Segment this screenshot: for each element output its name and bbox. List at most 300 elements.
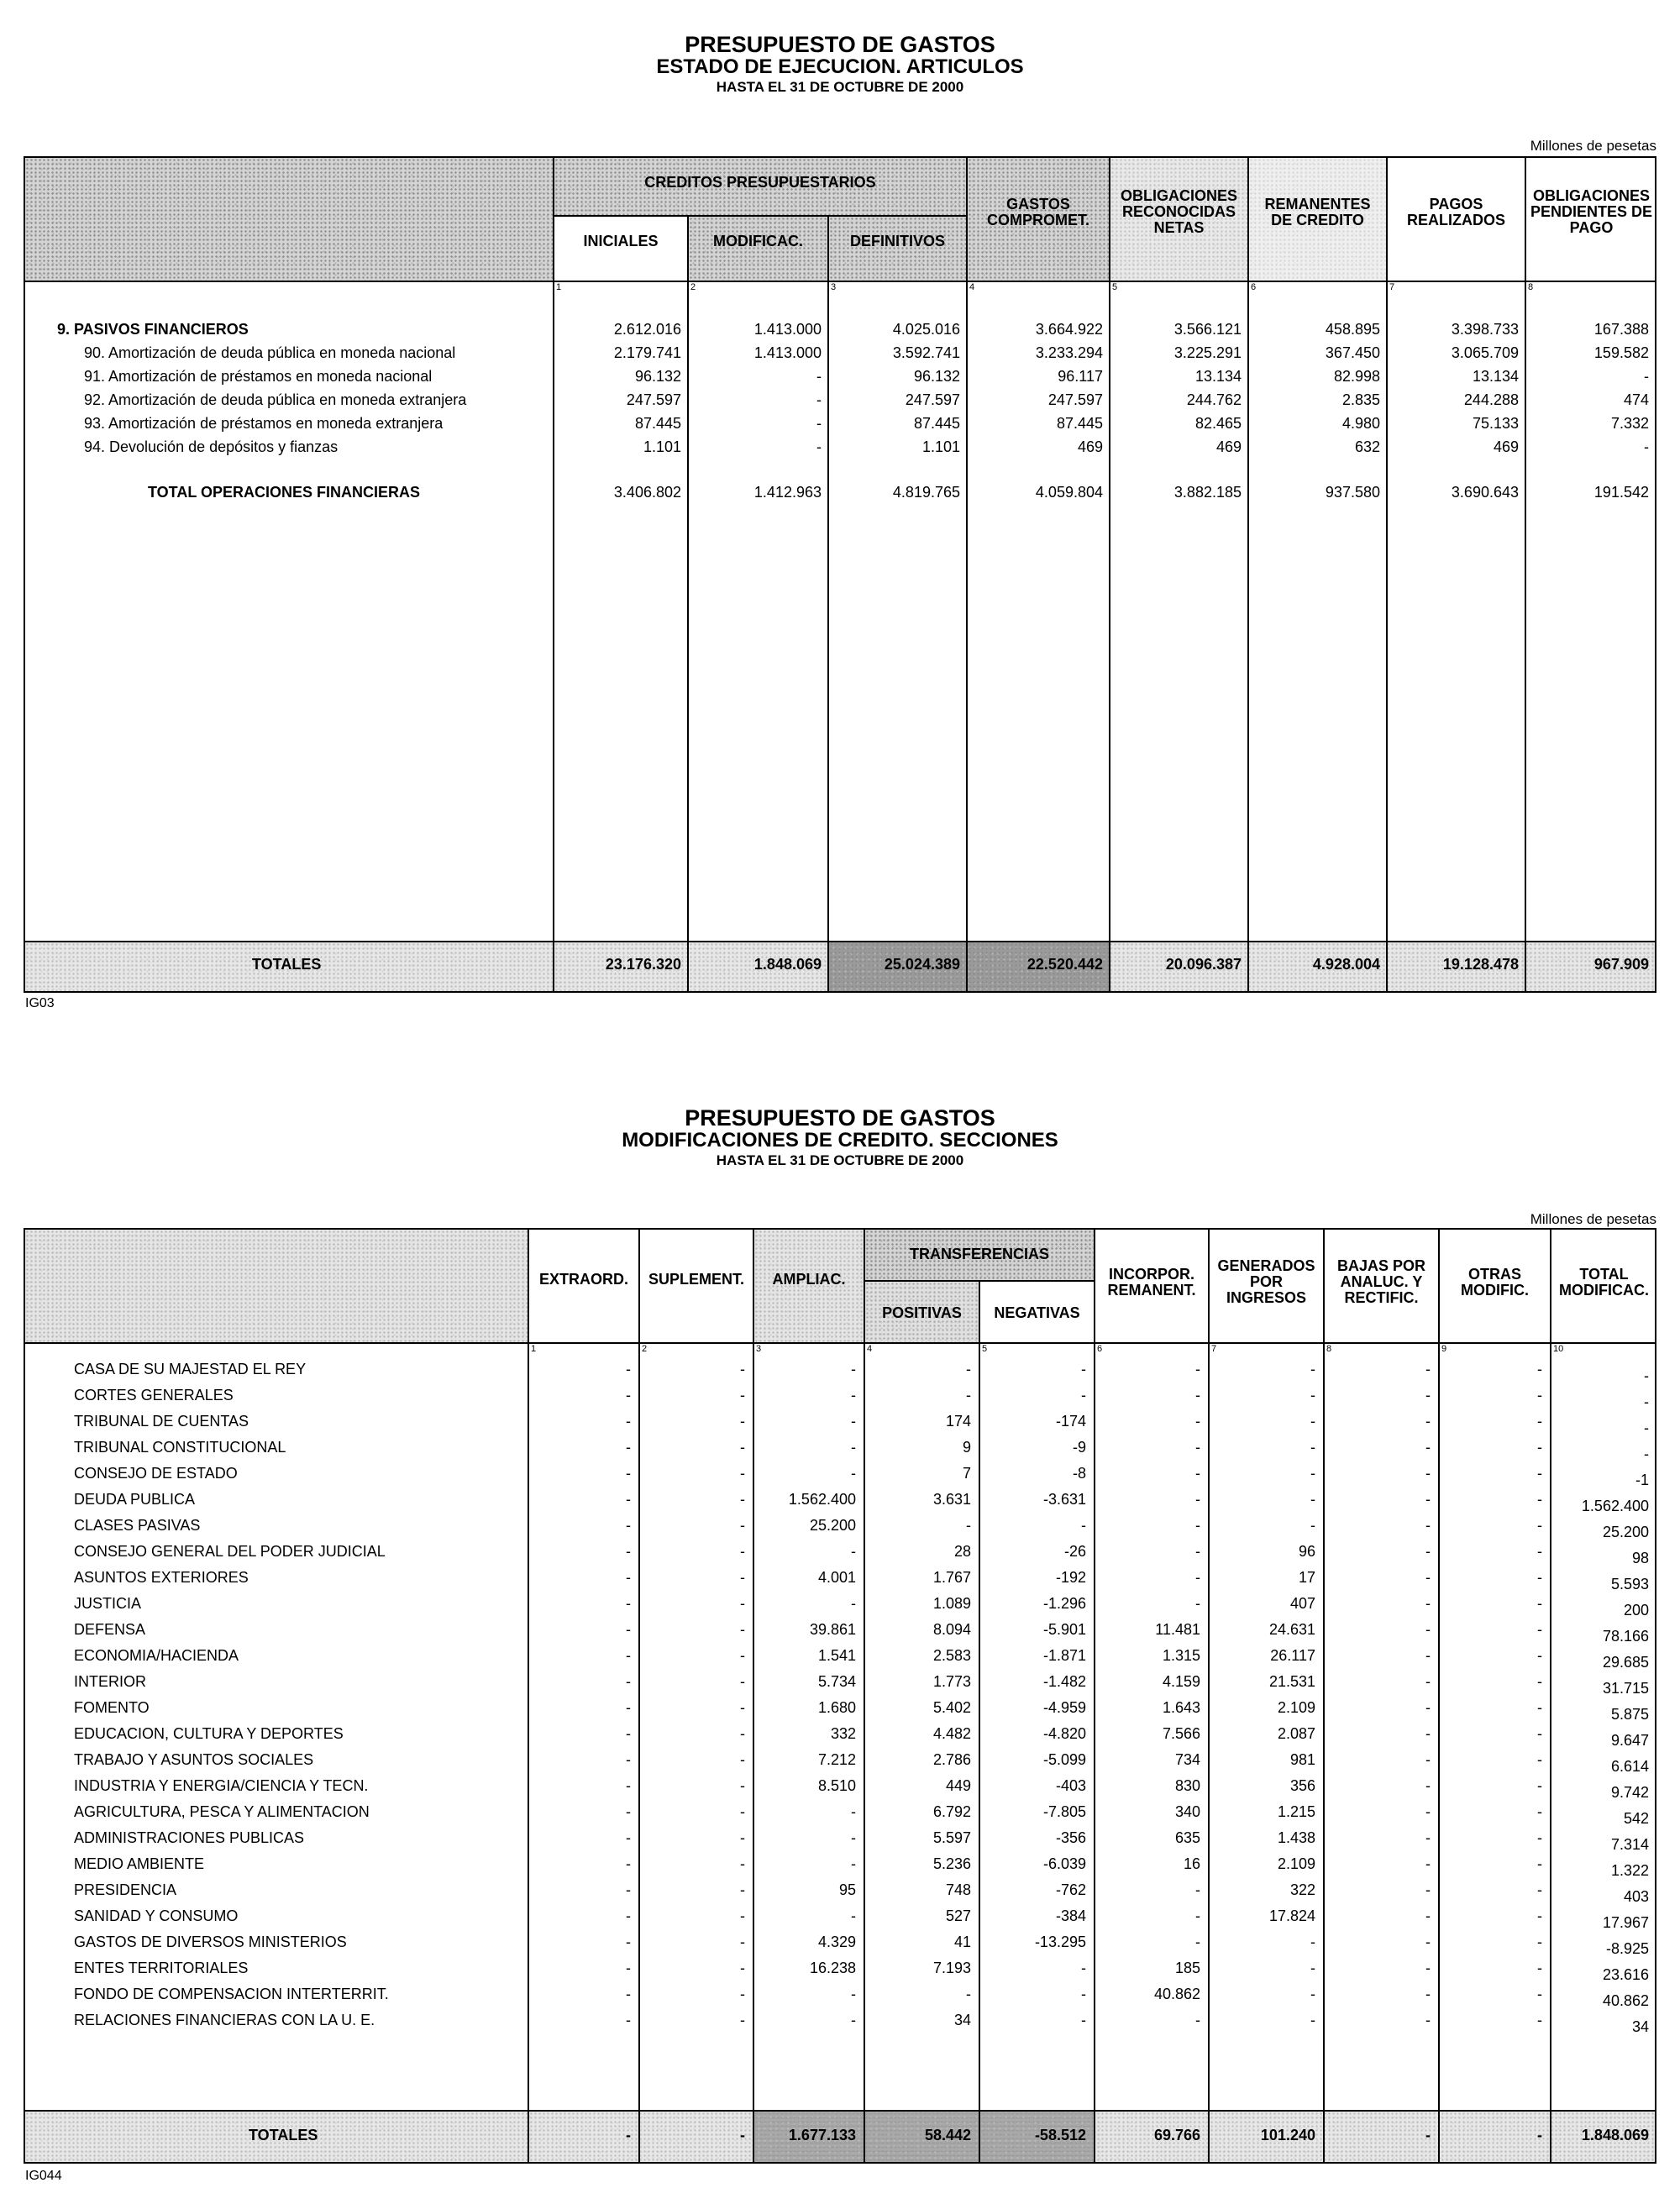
total-operaciones-cell: 3.690.643 <box>1451 484 1519 501</box>
table-cell: - <box>1425 1777 1431 1794</box>
total-operaciones-cell: 3.882.185 <box>1173 484 1242 501</box>
table-cell: 1.562.400 <box>1581 1498 1649 1514</box>
table-cell: - <box>851 1855 856 1872</box>
table-cell: 82.998 <box>1333 368 1380 385</box>
table-row-label: CONSEJO GENERAL DEL PODER JUDICIAL <box>74 1543 386 1560</box>
table-cell: 11.481 <box>1155 1621 1200 1638</box>
t2-h-suplement: SUPLEMENT. <box>648 1271 744 1288</box>
table-cell: -356 <box>1055 1829 1086 1846</box>
table-cell: - <box>1644 1367 1649 1384</box>
table-cell: -762 <box>1055 1881 1086 1898</box>
table-cell: 96 <box>1298 1543 1315 1560</box>
table-row-label: EDUCACION, CULTURA Y DEPORTES <box>74 1725 344 1742</box>
table-cell: - <box>1310 1491 1315 1508</box>
table-cell: - <box>740 1986 745 2002</box>
table-cell: 34 <box>953 2012 971 2028</box>
table-cell: - <box>1425 1673 1431 1690</box>
table-cell: 2.087 <box>1277 1725 1315 1742</box>
t2-h-generados: GENERADOS POR INGRESOS <box>1217 1257 1315 1306</box>
table-cell: - <box>740 1907 745 1924</box>
total-operaciones-cell: 937.580 <box>1325 484 1380 501</box>
table-cell: - <box>851 1543 856 1560</box>
table-cell: - <box>740 1673 745 1690</box>
table-cell: 1.215 <box>1277 1803 1315 1820</box>
table-row-label: 93. Amortización de préstamos en moneda extranjera <box>84 415 444 432</box>
table-cell: -3.631 <box>1042 1491 1086 1508</box>
table-cell: 4.329 <box>817 1934 856 1950</box>
table-cell: 1.773 <box>932 1673 971 1690</box>
table-cell: -13.295 <box>1034 1934 1086 1950</box>
t1-h-definitivos: DEFINITIVOS <box>849 233 945 249</box>
table-row-label: DEFENSA <box>74 1621 146 1638</box>
t1-h-remanentes: REMANENTES DE CREDITO <box>1264 196 1371 228</box>
table-cell: - <box>626 1829 631 1846</box>
t2-h-extraord: EXTRAORD. <box>538 1271 628 1288</box>
table-cell: 41 <box>953 1934 971 1950</box>
t1-colnum: 1 <box>556 282 562 292</box>
table-cell: - <box>626 1725 631 1742</box>
table-cell: 474 <box>1623 391 1649 408</box>
table-cell: 98 <box>1631 1550 1649 1566</box>
table-cell: - <box>740 2012 745 2028</box>
table-cell: 96.132 <box>634 368 681 385</box>
table-cell: - <box>1195 1907 1200 1924</box>
table-cell: - <box>1537 1986 1542 2002</box>
t2-colnum: 4 <box>867 1344 873 1354</box>
table-row-label: RELACIONES FINANCIERAS CON LA U. E. <box>74 2012 375 2028</box>
table-cell: 8.094 <box>932 1621 971 1638</box>
table-cell: - <box>740 1621 745 1638</box>
table-cell: 322 <box>1289 1881 1315 1898</box>
table-cell: 244.762 <box>1186 391 1242 408</box>
table-cell: 981 <box>1289 1751 1315 1768</box>
table-cell: - <box>1537 1960 1542 1976</box>
table-cell: - <box>740 1543 745 1560</box>
table-cell: - <box>1537 1387 1542 1404</box>
table-cell: 34 <box>1631 2018 1649 2035</box>
table-cell: - <box>1425 1387 1431 1404</box>
table-cell: 734 <box>1174 1751 1200 1768</box>
t1-h-creditos: CREDITOS PRESUPUESTARIOS <box>644 174 876 191</box>
table-cell: 469 <box>1215 438 1242 455</box>
table-cell: 23.616 <box>1602 1966 1649 1983</box>
table-cell: 3.566.121 <box>1173 321 1242 338</box>
table-cell: - <box>1195 1387 1200 1404</box>
totals-cell: 967.909 <box>1593 956 1649 973</box>
table-cell: 3.065.709 <box>1451 344 1519 361</box>
table-cell: -8 <box>1072 1465 1086 1482</box>
table-cell: 4.482 <box>932 1725 971 1742</box>
totals-cell: 1.848.069 <box>753 956 822 973</box>
total-operaciones-cell: 4.819.765 <box>892 484 960 501</box>
table-cell: 748 <box>945 1881 971 1898</box>
table-cell: 28 <box>953 1543 971 1560</box>
table-cell: - <box>1537 1465 1542 1482</box>
table-cell: - <box>966 1361 971 1377</box>
table-cell: - <box>966 1986 971 2002</box>
table-cell: 17.967 <box>1602 1914 1649 1931</box>
t2-colnum: 2 <box>642 1344 648 1354</box>
table-cell: - <box>626 1699 631 1716</box>
table-cell: - <box>1195 1413 1200 1430</box>
table-cell: - <box>1195 1881 1200 1898</box>
table-cell: - <box>740 1647 745 1664</box>
table-cell: - <box>626 1803 631 1820</box>
table-cell: 2.583 <box>932 1647 971 1664</box>
total-operaciones-cell: 191.542 <box>1593 484 1649 501</box>
table-cell: - <box>851 1361 856 1377</box>
table-cell: - <box>740 1725 745 1742</box>
table-cell: 2.786 <box>932 1751 971 1768</box>
total-operaciones-cell: 3.406.802 <box>613 484 681 501</box>
table-cell: - <box>1081 1361 1086 1377</box>
table-cell: - <box>1425 1960 1431 1976</box>
table-cell: 8.510 <box>817 1777 856 1794</box>
table-cell: 16 <box>1183 1855 1200 1872</box>
t1-h-pagos: PAGOS REALIZADOS <box>1407 196 1505 228</box>
t1-subtitle: ESTADO DE EJECUCION. ARTICULOS <box>656 55 1024 78</box>
table-cell: 1.101 <box>643 438 681 455</box>
table-cell: 5.597 <box>932 1829 971 1846</box>
totals-cell: 58.442 <box>924 2127 971 2143</box>
table-row-label: AGRICULTURA, PESCA Y ALIMENTACION <box>74 1803 370 1820</box>
table-row-label: 90. Amortización de deuda pública en moneda nacional <box>84 344 456 361</box>
table-cell: - <box>851 1986 856 2002</box>
table-row-label: 92. Amortización de deuda pública en moneda extranjera <box>84 391 467 408</box>
table-cell: - <box>1425 1543 1431 1560</box>
t2-units: Millones de pesetas <box>1530 1211 1656 1227</box>
table-cell: 21.531 <box>1268 1673 1315 1690</box>
table-cell: - <box>1195 1517 1200 1534</box>
table-cell: - <box>816 415 822 432</box>
table-row-label: FOMENTO <box>74 1699 150 1716</box>
table-cell: 96.132 <box>913 368 960 385</box>
table-cell: 26.117 <box>1270 1647 1315 1664</box>
table-cell: - <box>1310 1361 1315 1377</box>
table-cell: 632 <box>1354 438 1380 455</box>
totals-cell: 69.766 <box>1153 2127 1200 2143</box>
table-cell: 5.734 <box>817 1673 856 1690</box>
table-cell: 542 <box>1623 1810 1649 1827</box>
table-cell: - <box>740 1960 745 1976</box>
totals-cell: -58.512 <box>1034 2127 1086 2143</box>
totals-label: TOTALES <box>252 956 322 973</box>
table-cell: 17.824 <box>1268 1907 1315 1924</box>
table-cell: 247.597 <box>1047 391 1103 408</box>
table-cell: - <box>1310 1986 1315 2002</box>
table-cell: - <box>1425 1439 1431 1456</box>
table-cell: 159.582 <box>1593 344 1649 361</box>
table-row-label: INTERIOR <box>74 1673 147 1690</box>
table-cell: 469 <box>1077 438 1103 455</box>
table-cell: 13.134 <box>1472 368 1519 385</box>
table-cell: 1.767 <box>932 1569 971 1586</box>
table-row-label: FONDO DE COMPENSACION INTERTERRIT. <box>74 1986 389 2002</box>
t2-h-transferencias: TRANSFERENCIAS <box>909 1246 1049 1262</box>
table-cell: - <box>1425 2012 1431 2028</box>
t2-title: PRESUPUESTO DE GASTOS <box>685 1105 995 1131</box>
table-cell: 7.332 <box>1610 415 1649 432</box>
table-cell: -1 <box>1635 1472 1649 1488</box>
table-row-label: MEDIO AMBIENTE <box>74 1855 205 1872</box>
table-cell: 3.631 <box>932 1491 971 1508</box>
table-cell: - <box>740 1387 745 1404</box>
table-cell: - <box>1425 1725 1431 1742</box>
table-cell: - <box>1537 1621 1542 1638</box>
table-cell: - <box>1425 1465 1431 1482</box>
totals-cell: - <box>740 2127 745 2143</box>
t2-subtitle: MODIFICACIONES DE CREDITO. SECCIONES <box>622 1129 1058 1152</box>
table-row-label: TRABAJO Y ASUNTOS SOCIALES <box>74 1751 314 1768</box>
t2-colnum: 8 <box>1326 1344 1332 1354</box>
table-row-label: PRESIDENCIA <box>74 1881 177 1898</box>
table-cell: 3.233.294 <box>1035 344 1103 361</box>
table-cell: -4.820 <box>1042 1725 1086 1742</box>
table-cell: - <box>1644 438 1649 455</box>
total-operaciones-label: TOTAL OPERACIONES FINANCIERAS <box>148 484 421 501</box>
t1-creditos-rule <box>553 215 968 217</box>
table-cell: - <box>1644 1393 1649 1410</box>
table-cell: 17 <box>1298 1569 1315 1586</box>
table-cell: 200 <box>1623 1602 1649 1619</box>
table-cell: - <box>1425 1647 1431 1664</box>
t2-h-negativas: NEGATIVAS <box>994 1304 1080 1321</box>
table-cell: - <box>1425 1934 1431 1950</box>
table-cell: - <box>626 1543 631 1560</box>
table-cell: - <box>1425 1569 1431 1586</box>
table-cell: - <box>1310 1413 1315 1430</box>
table-cell: 39.861 <box>809 1621 856 1638</box>
table-cell: - <box>851 1829 856 1846</box>
table-cell: - <box>1310 1960 1315 1976</box>
t2-colnum: 9 <box>1441 1344 1447 1354</box>
table-cell: - <box>1537 1699 1542 1716</box>
table-cell: - <box>1425 1361 1431 1377</box>
table-cell: 5.402 <box>932 1699 971 1716</box>
table-cell: 87.445 <box>1056 415 1103 432</box>
t2-h-total: TOTAL MODIFICAC. <box>1559 1266 1649 1299</box>
t2-colnum: 1 <box>531 1344 537 1354</box>
table-cell: 3.225.291 <box>1173 344 1242 361</box>
table-cell: - <box>626 1517 631 1534</box>
table-row-label: SANIDAD Y CONSUMO <box>74 1907 239 1924</box>
table-cell: - <box>851 1907 856 1924</box>
table-cell: 356 <box>1289 1777 1315 1794</box>
t1-totals-top <box>24 941 1656 942</box>
table-cell: 5.875 <box>1610 1706 1649 1723</box>
table-cell: - <box>966 1517 971 1534</box>
table-cell: 1.315 <box>1162 1647 1200 1664</box>
table-cell: - <box>1310 1934 1315 1950</box>
table-cell: 185 <box>1174 1960 1200 1976</box>
table-cell: -5.099 <box>1042 1751 1086 1768</box>
table-cell: 527 <box>945 1907 971 1924</box>
table-cell: - <box>1310 1439 1315 1456</box>
table-row-label: ENTES TERRITORIALES <box>74 1960 249 1976</box>
table-cell: 1.562.400 <box>788 1491 856 1508</box>
t2-colnum: 6 <box>1097 1344 1103 1354</box>
table-cell: - <box>1644 368 1649 385</box>
totals-cell: 19.128.478 <box>1442 956 1519 973</box>
table-cell: - <box>740 1881 745 1898</box>
table-cell: - <box>851 1803 856 1820</box>
table-cell: - <box>1195 1543 1200 1560</box>
table-cell: 367.450 <box>1325 344 1380 361</box>
table-cell: - <box>740 1439 745 1456</box>
table-cell: - <box>1310 1517 1315 1534</box>
table-cell: - <box>1081 1986 1086 2002</box>
table-row-label: CLASES PASIVAS <box>74 1517 201 1534</box>
table-cell: - <box>740 1777 745 1794</box>
table-cell: 13.134 <box>1194 368 1242 385</box>
table-cell: - <box>626 1595 631 1612</box>
table-cell: -1.296 <box>1042 1595 1086 1612</box>
table-cell: - <box>816 391 822 408</box>
table-cell: - <box>740 1595 745 1612</box>
table-cell: 1.413.000 <box>753 321 822 338</box>
table-cell: - <box>740 1491 745 1508</box>
table-cell: 2.179.741 <box>613 344 681 361</box>
t1-colnum: 5 <box>1112 282 1118 292</box>
t1-header-bottom <box>24 281 1656 282</box>
table-cell: - <box>1195 2012 1200 2028</box>
table-cell: - <box>626 1986 631 2002</box>
table-cell: - <box>1195 1439 1200 1456</box>
table-cell: -174 <box>1055 1413 1086 1430</box>
table-cell: - <box>626 1777 631 1794</box>
table-cell: - <box>1537 1751 1542 1768</box>
table-cell: - <box>1425 1699 1431 1716</box>
table-row-label: JUSTICIA <box>74 1595 142 1612</box>
table-cell: - <box>1537 1361 1542 1377</box>
table-cell: 4.025.016 <box>892 321 960 338</box>
table-row-label: 91. Amortización de préstamos en moneda nacional <box>84 368 433 385</box>
table-cell: - <box>740 1803 745 1820</box>
table-row-label: DEUDA PUBLICA <box>74 1491 196 1508</box>
table-cell: 1.680 <box>817 1699 856 1716</box>
totals-cell: 4.928.004 <box>1312 956 1380 973</box>
t1-h-obligaciones: OBLIGACIONES RECONOCIDAS NETAS <box>1120 187 1237 236</box>
table-cell: - <box>1537 1517 1542 1534</box>
table-cell: - <box>740 1829 745 1846</box>
table-row-label: TRIBUNAL DE CUENTAS <box>74 1413 249 1430</box>
table-cell: 25.200 <box>809 1517 856 1534</box>
table-cell: - <box>1195 1595 1200 1612</box>
totals-label: TOTALES <box>249 2127 318 2143</box>
table-cell: -6.039 <box>1042 1855 1086 1872</box>
table-cell: 247.597 <box>905 391 960 408</box>
table-cell: 4.159 <box>1162 1673 1200 1690</box>
table-cell: 244.288 <box>1463 391 1519 408</box>
table-cell: - <box>1195 1465 1200 1482</box>
totals-cell: 25.024.389 <box>884 956 960 973</box>
table-cell: - <box>1425 1413 1431 1430</box>
t2-header-bottom <box>24 1342 1656 1344</box>
table-cell: - <box>1537 1855 1542 1872</box>
table-cell: - <box>626 1569 631 1586</box>
t1-colnum: 6 <box>1251 282 1257 292</box>
table-cell: - <box>740 1517 745 1534</box>
table-row-label: 9. PASIVOS FINANCIEROS <box>57 321 249 338</box>
table-cell: 2.109 <box>1277 1699 1315 1716</box>
table-cell: - <box>740 1934 745 1950</box>
table-cell: - <box>740 1413 745 1430</box>
table-cell: 40.862 <box>1602 1992 1649 2009</box>
t2-h-ampliac: AMPLIAC. <box>772 1271 846 1288</box>
table-cell: - <box>1195 1361 1200 1377</box>
table-cell: - <box>1537 1491 1542 1508</box>
table-row-label: CORTES GENERALES <box>74 1387 234 1404</box>
table-cell: 9.742 <box>1610 1784 1649 1801</box>
table-cell: - <box>1425 1491 1431 1508</box>
table-cell: 2.109 <box>1277 1855 1315 1872</box>
table-cell: - <box>1425 1881 1431 1898</box>
table-cell: 9.647 <box>1610 1732 1649 1749</box>
table-cell: - <box>1310 1387 1315 1404</box>
t1-h-gastos: GASTOS COMPROMET. <box>986 196 1089 228</box>
table-cell: - <box>1425 1907 1431 1924</box>
table-cell: - <box>626 1439 631 1456</box>
table-cell: -403 <box>1055 1777 1086 1794</box>
table-cell: 403 <box>1623 1888 1649 1905</box>
table-cell: - <box>1081 1960 1086 1976</box>
table-cell: - <box>626 1361 631 1377</box>
table-cell: - <box>851 1387 856 1404</box>
table-cell: - <box>1537 1725 1542 1742</box>
t1-h-iniciales: INICIALES <box>583 233 659 249</box>
table-cell: 7.314 <box>1610 1836 1649 1853</box>
table-cell: -9 <box>1072 1439 1086 1456</box>
t1-colnum: 7 <box>1389 282 1395 292</box>
table-cell: 7 <box>962 1465 971 1482</box>
t2-colnum: 5 <box>982 1344 988 1354</box>
table-cell: 830 <box>1174 1777 1200 1794</box>
table-cell: 1.541 <box>817 1647 856 1664</box>
table-cell: - <box>1081 2012 1086 2028</box>
table-cell: - <box>626 2012 631 2028</box>
t2-h-incorpor: INCORPOR. REMANENT. <box>1107 1266 1196 1299</box>
table-cell: 7.566 <box>1162 1725 1200 1742</box>
table-cell: 1.101 <box>921 438 960 455</box>
totals-cell: 23.176.320 <box>605 956 681 973</box>
table-cell: 1.089 <box>932 1595 971 1612</box>
t2-date: HASTA EL 31 DE OCTUBRE DE 2000 <box>716 1152 964 1168</box>
t2-h-positivas: POSITIVAS <box>882 1304 962 1321</box>
totals-cell: 1.677.133 <box>788 2127 856 2143</box>
t1-h-modificac: MODIFICAC. <box>713 233 803 249</box>
t2-h-bajas: BAJAS POR ANALUC. Y RECTIFIC. <box>1336 1257 1426 1306</box>
table-row-label: ASUNTOS EXTERIORES <box>74 1569 249 1586</box>
table-cell: 340 <box>1174 1803 1200 1820</box>
table-cell: 2.612.016 <box>613 321 681 338</box>
table-cell: - <box>851 1465 856 1482</box>
table-cell: 78.166 <box>1602 1628 1649 1645</box>
table-cell: 3.592.741 <box>892 344 960 361</box>
t2-h-otras: OTRAS MODIFIC. <box>1461 1266 1529 1299</box>
table-row-label: GASTOS DE DIVERSOS MINISTERIOS <box>74 1934 347 1950</box>
table-cell: - <box>1425 1595 1431 1612</box>
table-cell: 1.438 <box>1277 1829 1315 1846</box>
table-cell: - <box>1537 1439 1542 1456</box>
t1-date: HASTA EL 31 DE OCTUBRE DE 2000 <box>716 79 964 95</box>
table-cell: 75.133 <box>1472 415 1519 432</box>
table-cell: - <box>740 1751 745 1768</box>
table-cell: - <box>626 1465 631 1482</box>
t1-colnum: 8 <box>1528 282 1534 292</box>
table-cell: - <box>1425 1803 1431 1820</box>
table-cell: -26 <box>1063 1543 1086 1560</box>
table-cell: - <box>626 1387 631 1404</box>
